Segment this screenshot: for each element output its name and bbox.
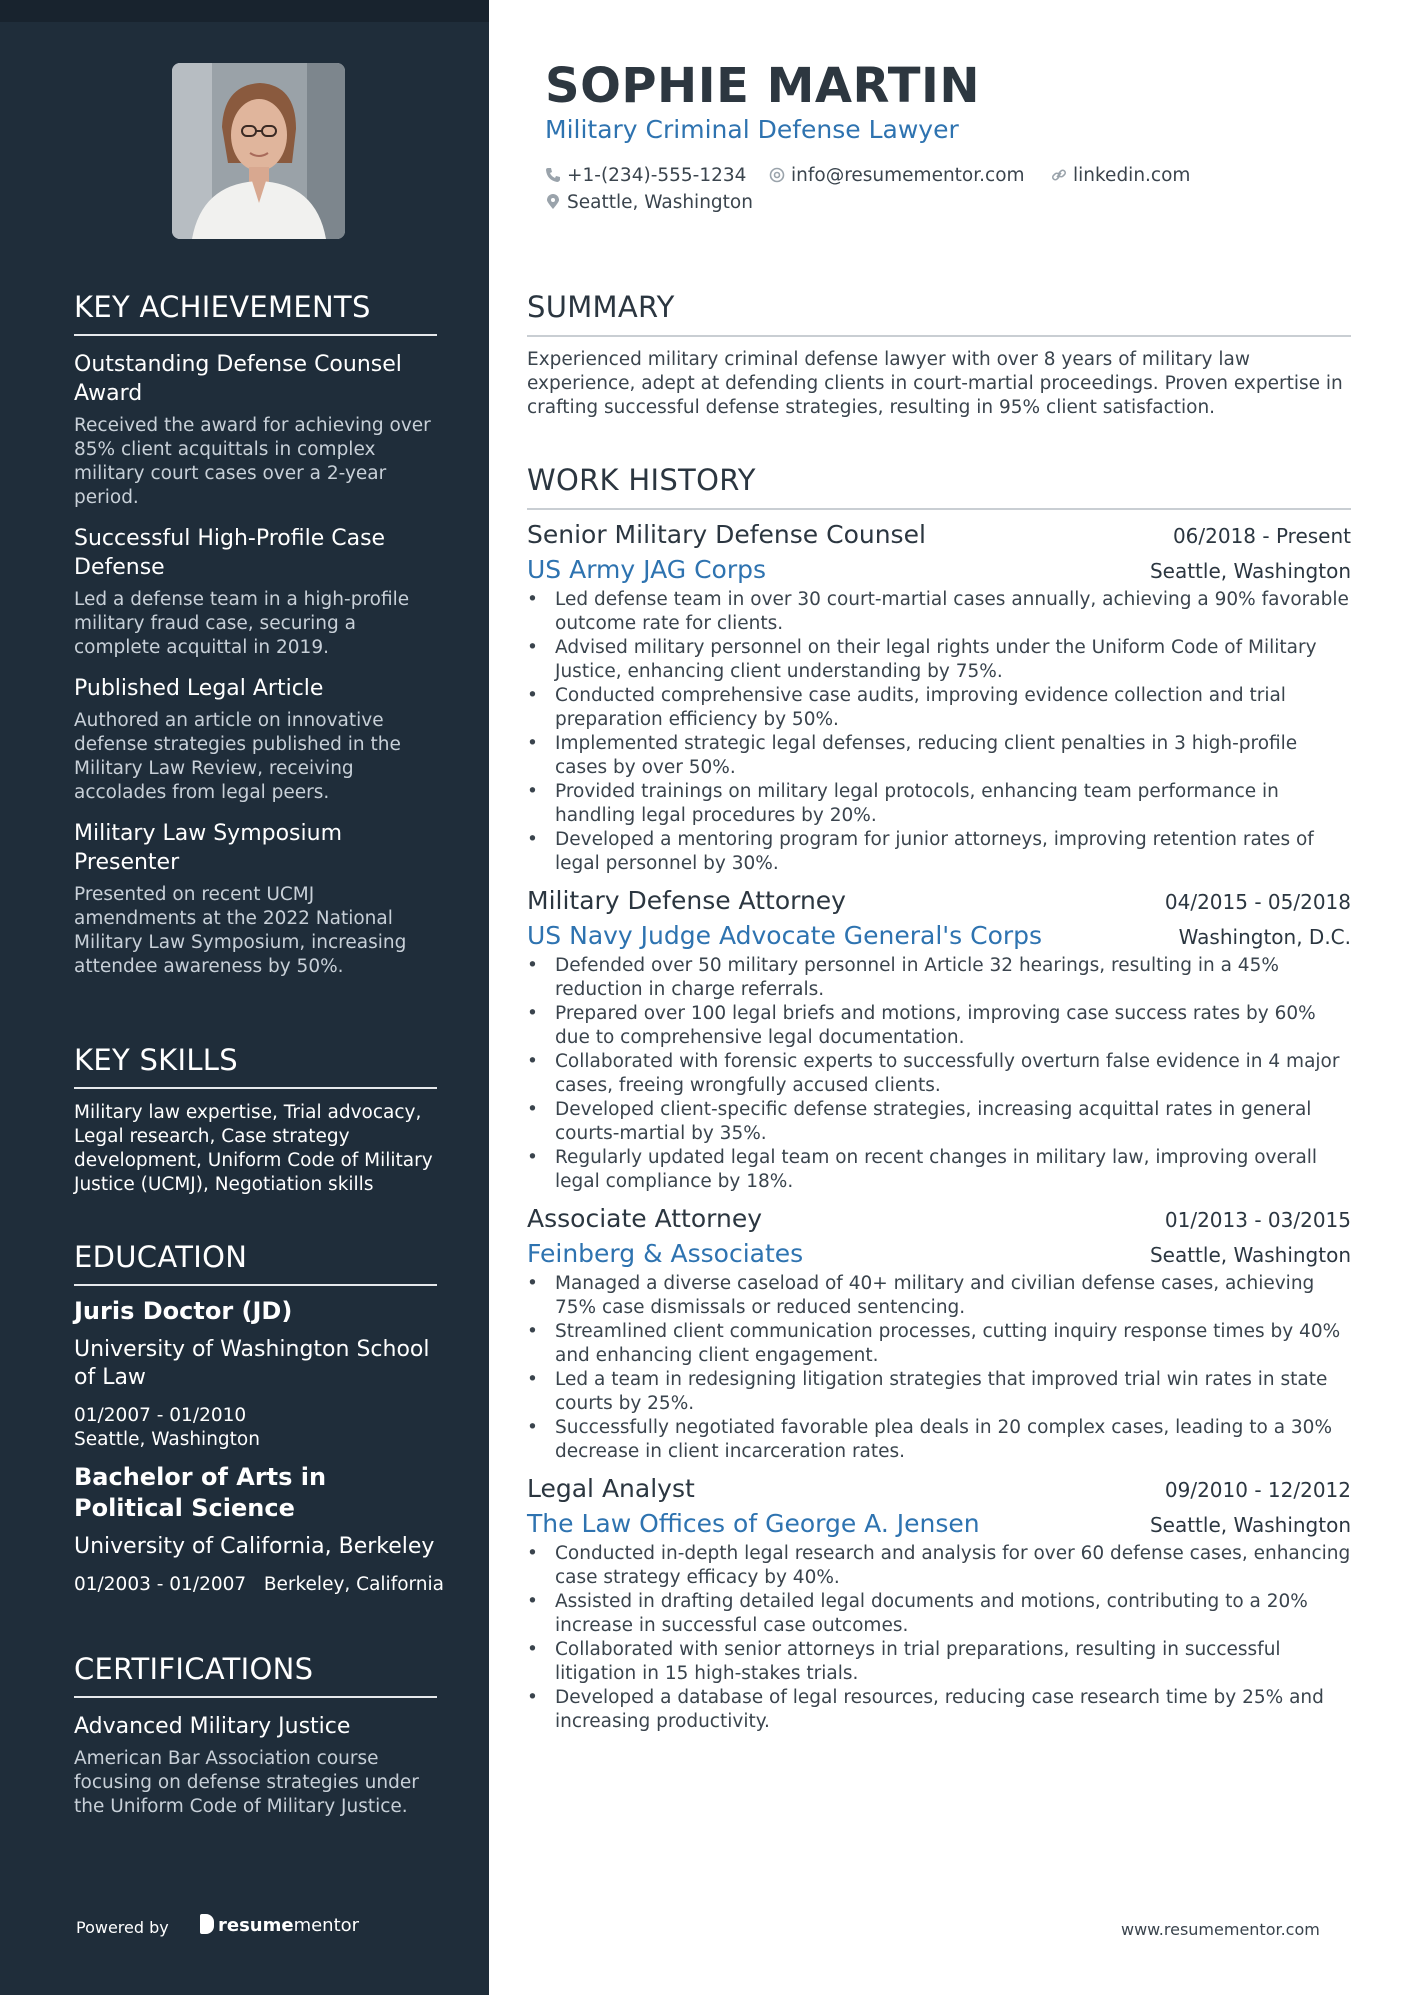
job-entry [527, 886, 1351, 1194]
link-icon [1051, 167, 1067, 183]
job-dates: 04/2015 - 05/2018 [1164, 890, 1351, 914]
job-bullet: • Collaborated with forensic experts to successfully overturn false evidence in 4 major cases, freeing wrongfully accused clients. [527, 1050, 1351, 1098]
job-company: US Army JAG Corps [527, 555, 766, 584]
job-bullet: • Developed client-specific defense strategies, increasing acquittal rates in general courts-martial by 35%. [527, 1098, 1351, 1146]
job-bullet: • Collaborated with senior attorneys in trial preparations, resulting in successful litigation in 15 high-stakes trials. [527, 1638, 1351, 1686]
education-dates: 01/2003 - 01/2007 [74, 1574, 247, 1595]
job-title: Senior Military Defense Counsel [527, 520, 926, 549]
education-degree: Juris Doctor (JD) [74, 1297, 293, 1325]
achievement-title: Successful High-Profile Case Defense [74, 526, 386, 580]
job-title: Associate Attorney [527, 1204, 763, 1233]
email-text: info@resumementor.com [791, 165, 1025, 186]
job-title: Military Defense Attorney [527, 886, 846, 915]
job-bullet: • Assisted in drafting detailed legal documents and motions, contributing to a 20% increase in successful case outcomes. [527, 1590, 1351, 1638]
job-bullet: • Conducted in-depth legal research and analysis for over 60 defense cases, enhancing case strategy efficacy by 40%. [527, 1542, 1351, 1590]
work-history-section [527, 463, 1351, 1734]
achievement-item [74, 524, 437, 660]
job-bullet: • Streamlined client communication processes, cutting inquiry response times by 40% and enhancing client engagement. [527, 1320, 1351, 1368]
education-school: University of Washington School of Law [74, 1337, 430, 1390]
job-bullet: • Regularly updated legal team on recent changes in military law, improving overall legal compliance by 18%. [527, 1146, 1351, 1194]
logo-text-b: mentor [293, 1915, 360, 1936]
certification-item [74, 1712, 437, 1819]
phone-text: +1-(234)-555-1234 [567, 165, 747, 186]
certifications-section [74, 1652, 437, 1819]
achievement-title: Outstanding Defense Counsel Award [74, 352, 402, 406]
sidebar [0, 0, 489, 1995]
achievement-desc: Led a defense team in a high-profile military fraud case, securing a complete acquittal in 2019. [74, 589, 410, 658]
job-title: Legal Analyst [527, 1474, 695, 1503]
job-bullet: • Led defense team in over 30 court-martial cases annually, achieving a 90% favorable outcome rate for clients. [527, 588, 1351, 636]
achievement-item [74, 350, 437, 510]
skills-section [74, 1043, 437, 1197]
achievement-item [74, 674, 437, 805]
job-dates: 06/2018 - Present [1172, 524, 1351, 548]
achievement-desc: Received the award for achieving over 85% client acquittals in complex military court cases over a 2-year period. [74, 415, 431, 508]
achievement-item [74, 819, 437, 979]
job-bullets [527, 588, 1351, 876]
powered-by-label: Powered by [76, 1918, 169, 1937]
job-location: Washington, D.C. [1178, 925, 1351, 949]
job-entry [527, 1474, 1351, 1734]
achievement-desc: Presented on recent UCMJ amendments at the 2022 National Military Law Symposium, increasing attendee awareness by 50%. [74, 884, 407, 977]
sidebar-top-strip [0, 0, 489, 22]
logo-text-a: resume [218, 1915, 294, 1936]
profile-photo [172, 63, 345, 239]
location-text: Seattle, Washington [567, 192, 753, 213]
certifications-heading: CERTIFICATIONS [74, 1652, 437, 1698]
job-bullet: • Led a team in redesigning litigation strategies that improved trial win rates in state courts by 25%. [527, 1368, 1351, 1416]
job-entry [527, 520, 1351, 876]
candidate-title: Military Criminal Defense Lawyer [545, 115, 959, 144]
job-bullets [527, 954, 1351, 1194]
achievements-section [74, 290, 437, 979]
job-location: Seattle, Washington [1149, 1513, 1351, 1537]
education-meta [74, 1573, 445, 1597]
job-bullet: • Advised military personnel on their legal rights under the Uniform Code of Military Justice, enhancing client understanding by 75%. [527, 636, 1351, 684]
job-bullet: • Managed a diverse caseload of 40+ military and civilian defense cases, achieving 75% case dismissals or reduced sentencing. [527, 1272, 1351, 1320]
job-bullet: • Prepared over 100 legal briefs and motions, improving case success rates by 60% due to comprehensive legal documentation. [527, 1002, 1351, 1050]
job-location: Seattle, Washington [1149, 559, 1351, 583]
achievement-desc: Authored an article on innovative defense strategies published in the Military Law Review, receiving accolades from legal peers. [74, 710, 401, 803]
education-item [74, 1462, 445, 1597]
summary-section [527, 290, 1351, 420]
job-dates: 09/2010 - 12/2012 [1164, 1478, 1351, 1502]
contact-location [545, 192, 753, 213]
location-pin-icon [545, 194, 561, 210]
achievements-heading: KEY ACHIEVEMENTS [74, 290, 437, 336]
footer-website-link[interactable]: www.resumementor.com [1121, 1920, 1320, 1939]
job-bullet: • Defended over 50 military personnel in Article 32 hearings, resulting in a 45% reduction in charge referrals. [527, 954, 1351, 1002]
education-heading: EDUCATION [74, 1240, 437, 1286]
job-bullets [527, 1272, 1351, 1464]
achievement-title: Published Legal Article [74, 676, 324, 701]
education-location: Seattle, Washington [74, 1429, 260, 1450]
job-company: The Law Offices of George A. Jensen [527, 1509, 980, 1538]
certification-title: Advanced Military Justice [74, 1714, 351, 1739]
job-location: Seattle, Washington [1149, 1243, 1351, 1267]
skills-list: Military law expertise, Trial advocacy, Legal research, Case strategy development, Uniform Code of Military Justice (UCMJ), Negotiation skills [74, 1102, 433, 1195]
job-bullet: • Successfully negotiated favorable plea deals in 20 complex cases, leading to a 30% decrease in client incarceration rates. [527, 1416, 1351, 1464]
contact-email[interactable] [769, 165, 1025, 186]
job-company: Feinberg & Associates [527, 1239, 804, 1268]
certification-desc: American Bar Association course focusing on defense strategies under the Uniform Code of Military Justice. [74, 1748, 419, 1817]
work-history-heading: WORK HISTORY [527, 463, 1351, 510]
linkedin-text: linkedin.com [1073, 165, 1191, 186]
education-item [74, 1296, 437, 1452]
logo-mark-icon [200, 1914, 214, 1934]
contact-phone [545, 165, 746, 186]
contact-linkedin[interactable] [1051, 165, 1190, 186]
education-degree: Bachelor of Arts in Political Science [74, 1463, 327, 1522]
candidate-name: SOPHIE MARTIN [545, 58, 981, 114]
job-bullet: • Developed a mentoring program for junior attorneys, improving retention rates of legal personnel by 30%. [527, 828, 1351, 876]
phone-icon [545, 167, 561, 183]
job-bullet: • Developed a database of legal resources, reducing case research time by 25% and increasing productivity. [527, 1686, 1351, 1734]
job-bullets [527, 1542, 1351, 1734]
achievement-title: Military Law Symposium Presenter [74, 821, 342, 875]
job-bullet: • Conducted comprehensive case audits, improving evidence collection and trial preparation efficiency by 50%. [527, 684, 1351, 732]
resumementor-logo[interactable] [200, 1914, 359, 1936]
skills-heading: KEY SKILLS [74, 1043, 437, 1089]
at-icon [769, 167, 785, 183]
job-bullet: • Implemented strategic legal defenses, reducing client penalties in 3 high-profile cases by over 50%. [527, 732, 1351, 780]
education-school: University of California, Berkeley [74, 1534, 435, 1559]
education-location: Berkeley, California [263, 1574, 445, 1595]
job-entry [527, 1204, 1351, 1464]
main-content [489, 0, 1410, 1995]
education-dates: 01/2007 - 01/2010 [74, 1405, 247, 1426]
job-company: US Navy Judge Advocate General's Corps [527, 921, 1043, 950]
summary-text: Experienced military criminal defense lawyer with over 8 years of military law experience, adept at defending clients in court-martial proceedings. Proven expertise in crafting successful defense strategies, resulting in 95% client satisfaction. [527, 349, 1343, 418]
summary-heading: SUMMARY [527, 290, 1351, 337]
education-section [74, 1240, 445, 1597]
job-bullet: • Provided trainings on military legal protocols, enhancing team performance in handling legal procedures by 20%. [527, 780, 1351, 828]
job-dates: 01/2013 - 03/2015 [1164, 1208, 1351, 1232]
